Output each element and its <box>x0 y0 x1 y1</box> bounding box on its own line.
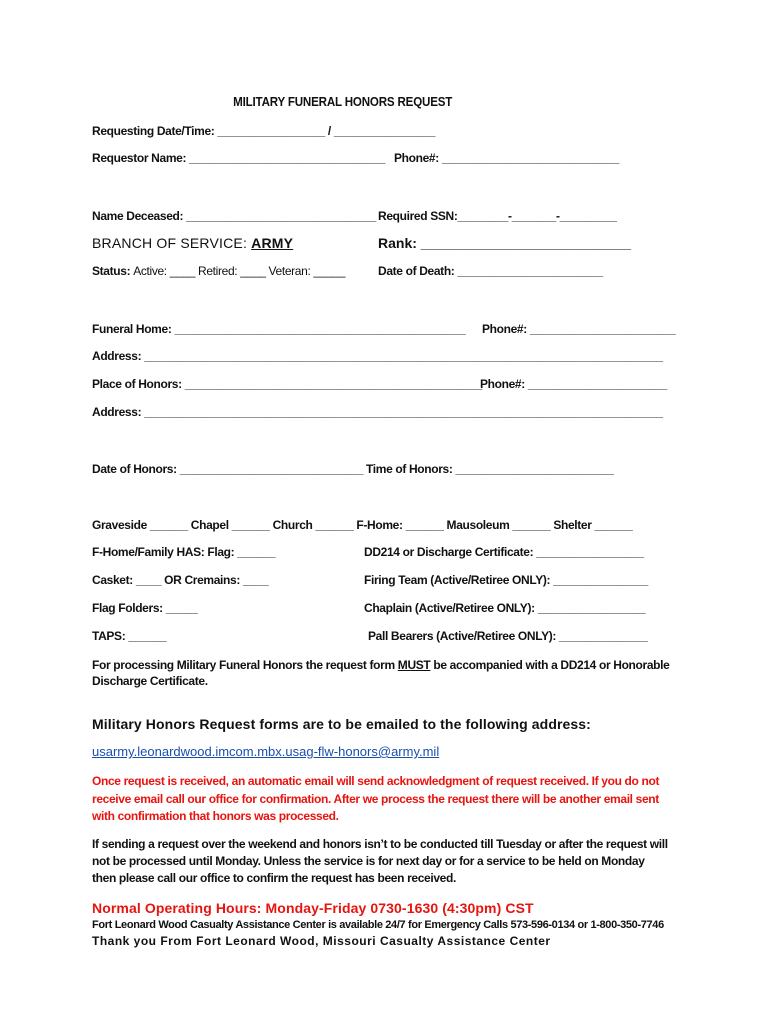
branch-of-service <box>92 235 293 251</box>
red-notice-line3: with confirmation that honors was processed. <box>92 809 339 823</box>
place-of-honors-phone-field[interactable]: Phone#: ______________________ <box>480 377 667 391</box>
funeral-home-address-field[interactable]: Address: __________________________________________________________________________________ <box>92 349 663 363</box>
status-field[interactable] <box>92 264 345 278</box>
place-of-honors-field[interactable]: Place of Honors: _______________________________________________ <box>92 377 482 391</box>
rank-field[interactable]: Rank: ___________________________ <box>378 235 632 251</box>
operating-hours: Normal Operating Hours: Monday-Friday 0730-1630 (4:30pm) CST <box>92 900 534 916</box>
weekend-note-line3: then please call our office to confirm the request has been received. <box>92 871 456 885</box>
name-deceased-field[interactable]: Name Deceased: ______________________________ <box>92 209 376 223</box>
processing-note-must: MUST <box>397 658 431 672</box>
processing-note-text: For processing Military Funeral Honors the request form <box>92 658 398 672</box>
branch-label: BRANCH OF SERVICE: <box>92 235 248 251</box>
time-of-honors-field[interactable]: Time of Honors: _________________________ <box>366 462 614 476</box>
firing-team-field[interactable]: Firing Team (Active/Retiree ONLY): _______________ <box>364 573 648 587</box>
requesting-datetime-field[interactable]: Requesting Date/Time: _________________ / ________________ <box>92 124 436 138</box>
red-notice-line1: Once request is received, an automatic email will send acknowledgment of request received. If you do not <box>92 774 660 788</box>
taps-field[interactable]: TAPS: ______ <box>92 629 167 643</box>
chaplain-field[interactable]: Chaplain (Active/Retiree ONLY): _________________ <box>364 601 646 615</box>
funeral-home-field[interactable]: Funeral Home: ______________________________________________ <box>92 322 466 336</box>
form-title: MILITARY FUNERAL HONORS REQUEST <box>233 94 453 109</box>
funeral-home-phone-field[interactable]: Phone#: _______________________ <box>482 322 676 336</box>
requestor-phone-field[interactable]: Phone#: ____________________________ <box>394 151 619 165</box>
location-options[interactable]: Graveside ______ Chapel ______ Church ______ F-Home: ______ Mausoleum ______ Shelter ______ <box>92 518 633 532</box>
fhome-flag-field[interactable]: F-Home/Family HAS: Flag: ______ <box>92 545 276 559</box>
dd214-field[interactable]: DD214 or Discharge Certificate: _________________ <box>364 545 644 559</box>
place-of-honors-address-field[interactable]: Address: __________________________________________________________________________________ <box>92 405 663 419</box>
status-label: Status: <box>92 264 131 278</box>
weekend-note-line2: not be processed until Monday. Unless the service is for next day or for a service to be held on Monday <box>92 854 645 868</box>
date-of-honors-field[interactable]: Date of Honors: _____________________________ <box>92 462 364 476</box>
processing-note-text-2: be accompanied with a DD214 or Honorable <box>430 658 670 672</box>
processing-note <box>92 658 669 672</box>
thanks-line: Thank you From Fort Leonard Wood, Missouri Casualty Assistance Center <box>92 934 551 948</box>
requestor-name-field[interactable]: Requestor Name: _______________________________ <box>92 151 386 165</box>
flag-folders-field[interactable]: Flag Folders: _____ <box>92 601 198 615</box>
status-options[interactable]: Active: ____ Retired: ____ Veteran: _____ <box>133 264 346 278</box>
email-link[interactable]: usarmy.leonardwood.imcom.mbx.usag-flw-honors@army.mil <box>92 744 440 759</box>
casket-cremains-field[interactable]: Casket: ____ OR Cremains: ____ <box>92 573 269 587</box>
email-heading: Military Honors Request forms are to be emailed to the following address: <box>92 716 591 732</box>
weekend-note-line1: If sending a request over the weekend and honors isn’t to be conducted till Tuesday or after the request will <box>92 837 668 851</box>
casualty-center-line: Fort Leonard Wood Casualty Assistance Center is available 24/7 for Emergency Calls 573-596-0134 or 1-800-350-7746 <box>92 919 664 931</box>
required-ssn-field[interactable]: Required SSN:________-_______-_________ <box>378 209 617 223</box>
red-notice-line2: receive email call our office for confirmation. After we process the request there will be another email sent <box>92 792 659 806</box>
pall-bearers-field[interactable]: Pall Bearers (Active/Retiree ONLY): ______________ <box>368 629 648 643</box>
date-of-death-field[interactable]: Date of Death: _______________________ <box>378 264 603 278</box>
branch-value: ARMY <box>251 235 294 251</box>
processing-note-line2: Discharge Certificate. <box>92 674 208 688</box>
